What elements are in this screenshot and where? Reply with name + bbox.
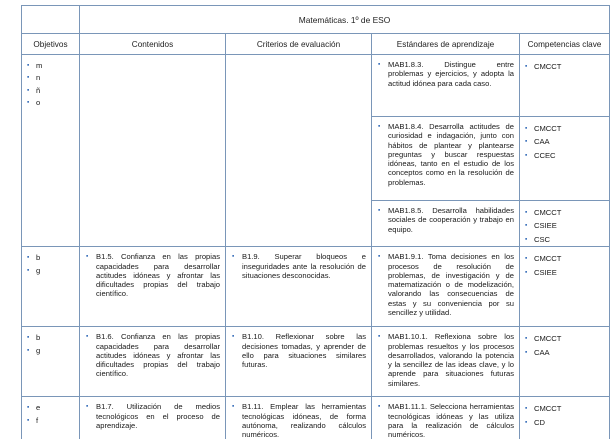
criterio-cell <box>226 397 372 439</box>
objetivo-item: ▪ o <box>27 97 79 109</box>
competencia-item: ▪ CMCCT <box>525 252 609 265</box>
objetivo-item: ▪ ñ <box>27 85 79 97</box>
competencia-item: ▪ CMCCT <box>525 206 609 219</box>
estandar-cell <box>372 247 520 327</box>
competencia-item: ▪ CD <box>525 416 609 429</box>
objetivos-list <box>22 327 79 357</box>
contenido-text: ▪ B1.7. Utilización de medios tecnológicos en el proceso de aprendizaje. <box>80 397 225 430</box>
table-row <box>22 55 610 117</box>
objetivos-cell <box>22 247 80 327</box>
estandar-text: ▪ MAB1.10.1. Reflexiona sobre los problemas resueltos y los procesos desarrollados, valorando la potencia y la sencillez de las ideas clave, y lo aprende para situaciones futuras similares. <box>372 327 519 388</box>
competencias-list <box>520 117 609 162</box>
contenido-cell <box>80 55 226 247</box>
objetivo-item: ▪ g <box>27 345 79 357</box>
blank-header-cell <box>22 6 80 34</box>
table-row <box>22 247 610 327</box>
estandar-text: ▪ MAB1.8.4. Desarrolla actitudes de curiosidad e indagación, junto con hábitos de plantear y plantearse preguntas y buscar respuestas idóneas, tanto en el estudio de los conceptos como en la resolución de problemas. <box>372 117 519 187</box>
contenido-cell <box>80 397 226 439</box>
competencia-item: ▪ CMCCT <box>525 122 609 135</box>
objetivo-item: ▪ g <box>27 265 79 277</box>
competencias-list <box>520 247 609 279</box>
objetivos-list <box>22 247 79 277</box>
objetivo-item: ▪ f <box>27 415 79 427</box>
estandar-cell <box>372 327 520 397</box>
objetivo-item: ▪ b <box>27 252 79 264</box>
estandar-cell <box>372 117 520 201</box>
estandar-cell <box>372 201 520 247</box>
contenido-cell <box>80 247 226 327</box>
objetivo-item: ▪ b <box>27 332 79 344</box>
competencia-item: ▪ CSC <box>525 233 609 246</box>
header-contenidos: Contenidos <box>80 34 226 55</box>
table-title: Matemáticas. 1º de ESO <box>80 6 610 34</box>
competencia-item: ▪ CSIEE <box>525 266 609 279</box>
competencias-cell <box>520 55 610 117</box>
table-body <box>22 55 610 439</box>
criterio-cell <box>226 247 372 327</box>
table-row <box>22 397 610 439</box>
objetivos-cell <box>22 55 80 247</box>
competencia-item: ▪ CMCCT <box>525 60 609 73</box>
competencias-cell <box>520 201 610 247</box>
competencia-item: ▪ CCEC <box>525 149 609 162</box>
competencias-list <box>520 55 609 73</box>
header-objetivos: Objetivos <box>22 34 80 55</box>
estandar-text: ▪ MAB1.8.5. Desarrolla habilidades sociales de cooperación y trabajo en equipo. <box>372 201 519 234</box>
objetivos-list <box>22 397 79 427</box>
competencias-cell <box>520 327 610 397</box>
estandar-text: ▪ MAB1.11.1. Selecciona herramientas tecnológicas idóneas y las utiliza para la realización de cálculos numéricos. <box>372 397 519 439</box>
criterio-text: ▪ B1.9. Superar bloqueos e inseguridades ante la resolución de situaciones desconocidas. <box>226 247 371 280</box>
competencias-cell <box>520 247 610 327</box>
estandar-cell <box>372 397 520 439</box>
objetivo-item: ▪ m <box>27 60 79 72</box>
header-estandares: Estándares de aprendizaje <box>372 34 520 55</box>
contenido-text: ▪ B1.5. Confianza en las propias capacidades para desarrollar actitudes idóneas y afrontar las dificultades propias del trabajo científico. <box>80 247 225 298</box>
criterio-text: ▪ B1.11. Emplear las herramientas tecnológicas idóneas, de forma autónoma, realizando cálculos numéricos. <box>226 397 371 439</box>
criterio-text: ▪ B1.10. Reflexionar sobre las decisiones tomadas, y aprender de ello para situaciones similares futuras. <box>226 327 371 369</box>
objetivos-cell <box>22 327 80 397</box>
criterio-cell <box>226 55 372 247</box>
contenido-cell <box>80 327 226 397</box>
competencias-list <box>520 201 609 246</box>
objetivo-item: ▪ n <box>27 72 79 84</box>
objetivos-list <box>22 55 79 110</box>
competencias-cell <box>520 397 610 439</box>
competencia-item: ▪ CMCCT <box>525 402 609 415</box>
curriculum-table <box>21 5 610 439</box>
objetivos-cell <box>22 397 80 439</box>
competencias-cell <box>520 117 610 201</box>
competencia-item: ▪ CAA <box>525 135 609 148</box>
competencias-list <box>520 397 609 429</box>
criterio-cell <box>226 327 372 397</box>
competencia-item: ▪ CMCCT <box>525 332 609 345</box>
competencia-item: ▪ CAA <box>525 346 609 359</box>
header-criterios: Criterios de evaluación <box>226 34 372 55</box>
table-row <box>22 327 610 397</box>
header-competencias: Competencias clave <box>520 34 610 55</box>
objetivo-item: ▪ e <box>27 402 79 414</box>
estandar-cell <box>372 55 520 117</box>
competencia-item: ▪ CSIEE <box>525 219 609 232</box>
estandar-text: ▪ MAB1.8.3. Distingue entre problemas y ejercicios, y adopta la actitud idónea para cada caso. <box>372 55 519 88</box>
competencias-list <box>520 327 609 359</box>
estandar-text: ▪ MAB1.9.1. Toma decisiones en los procesos de resolución de problemas, de investigación y de matematización o de modelización, valorando las consecuencias de estas y su conveniencia por su sencillez y utilidad. <box>372 247 519 317</box>
contenido-text: ▪ B1.6. Confianza en las propias capacidades para desarrollar actitudes idóneas y afrontar las dificultades propias del trabajo científico. <box>80 327 225 378</box>
